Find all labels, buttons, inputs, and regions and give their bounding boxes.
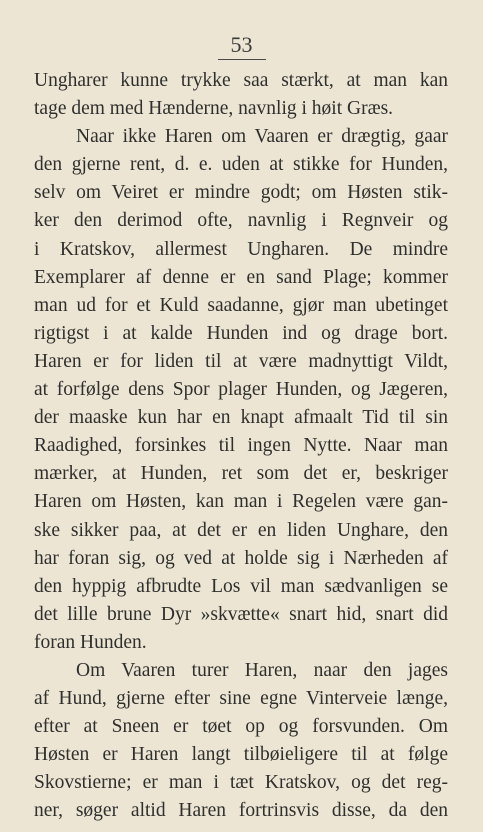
text-line: Exemplarer af denne er en sand Plage; kommer <box>34 266 448 288</box>
text-line: at forfølge dens Spor plager Hunden, og Jægeren, <box>34 379 448 401</box>
text-line: Haren er for liden til at være madnyttigt Vildt, <box>34 350 448 372</box>
text-line: ner, søger altid Haren fortrinsvis disse, da den <box>34 800 448 822</box>
text-line: Om Vaaren turer Haren, naar den jages <box>76 659 448 681</box>
text-line: i Kratskov, allermest Ungharen. De mindre <box>34 238 448 260</box>
text-line: Haren om Høsten, kan man i Regelen være gan- <box>34 491 448 513</box>
text-line: foran Hunden. <box>34 631 147 653</box>
text-line: rigtigst i at kalde Hunden ind og drage bort. <box>34 322 448 344</box>
text-line: ske sikker paa, at det er en liden Unghare, den <box>34 519 448 541</box>
text-line: har foran sig, og ved at holde sig i Nærheden af <box>34 547 448 569</box>
page-number: 53 <box>230 32 253 57</box>
text-line: Ungharer kunne trykke saa stærkt, at man kan <box>34 70 448 91</box>
text-line: tage dem med Hænderne, navnlig i høit Græs. <box>34 98 394 120</box>
text-line: man ud for et Kuld saadanne, gjør man ubetinget <box>34 294 448 316</box>
text-line: selv om Veiret er mindre godt; om Høsten stik- <box>34 182 448 204</box>
text-line: det lille brune Dyr »skvætte« snart hid, snart did <box>34 603 448 625</box>
body-text <box>34 67 448 826</box>
text-line: Høsten er Haren langt tilbøieligere til at følge <box>34 744 448 766</box>
text-line: ker den derimod ofte, navnlig i Regnveir og <box>34 210 448 232</box>
text-line: mærker, at Hunden, ret som det er, beskriger <box>34 463 448 485</box>
text-line: af Hund, gjerne efter sine egne Vinterveie længe, <box>34 688 448 710</box>
text-line: den hyppig afbrudte Los vil man sædvanligen se <box>34 575 448 597</box>
text-line: Skovstierne; er man i tæt Kratskov, og det reg- <box>34 772 448 794</box>
text-line: efter at Sneen er tøet op og forsvunden. Om <box>34 716 448 738</box>
text-line: der maaske kun har en knapt afmaalt Tid til sin <box>34 407 448 429</box>
text-line: Naar ikke Haren om Vaaren er drægtig, gaar <box>76 126 448 148</box>
page-number-rule <box>218 59 266 60</box>
text-line: Raadighed, forsinkes til ingen Nytte. Naar man <box>34 435 448 457</box>
text-line: den gjerne rent, d. e. uden at stikke for Hunden, <box>34 154 448 176</box>
